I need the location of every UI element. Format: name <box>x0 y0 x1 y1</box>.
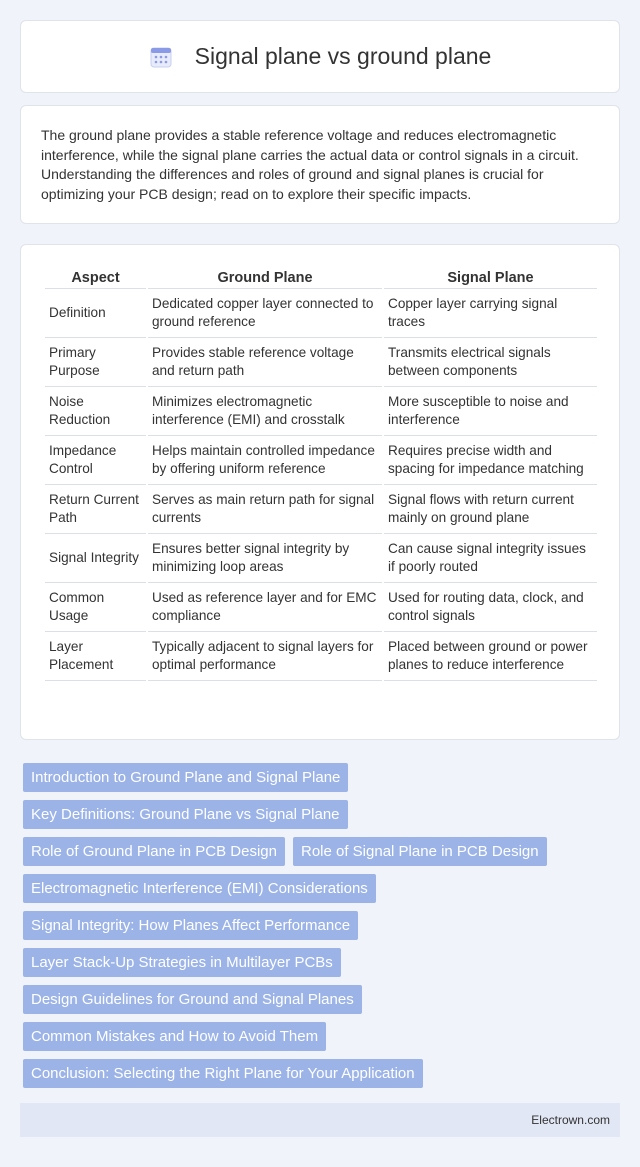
cell-aspect: Primary Purpose <box>45 338 146 387</box>
table-row <box>45 534 597 583</box>
header-ground-plane: Ground Plane <box>148 267 382 289</box>
topic-link-introduction[interactable]: Introduction to Ground Plane and Signal Plane <box>23 763 348 792</box>
cell-aspect: Impedance Control <box>45 436 146 485</box>
footer <box>20 1103 620 1137</box>
title-card <box>20 20 620 93</box>
cell-signal-plane: Signal flows with return current mainly on ground plane <box>384 485 597 534</box>
table-row <box>45 387 597 436</box>
topic-links <box>23 763 620 1096</box>
topic-link-signal-integrity[interactable]: Signal Integrity: How Planes Affect Performance <box>23 911 358 940</box>
cell-signal-plane: More susceptible to noise and interference <box>384 387 597 436</box>
page-title: Signal plane vs ground plane <box>194 43 492 69</box>
header-signal-plane: Signal Plane <box>384 267 597 289</box>
calendar-icon <box>149 45 173 69</box>
topic-link-ground-plane-role[interactable]: Role of Ground Plane in PCB Design <box>23 837 285 866</box>
cell-aspect: Signal Integrity <box>45 534 146 583</box>
cell-signal-plane: Can cause signal integrity issues if poorly routed <box>384 534 597 583</box>
table-header-row <box>45 267 597 289</box>
cell-aspect: Return Current Path <box>45 485 146 534</box>
topic-link-design-guidelines[interactable]: Design Guidelines for Ground and Signal Planes <box>23 985 362 1014</box>
intro-text: The ground plane provides a stable reference voltage and reduces electromagnetic interference, while the signal plane carries the actual data or control signals in a circuit. Understanding the differences and roles of ground and signal planes is crucial for optimizing your PCB design; read on to explore their specific impacts. <box>41 127 579 202</box>
header-aspect: Aspect <box>45 267 146 289</box>
intro-card <box>20 105 620 224</box>
cell-aspect: Layer Placement <box>45 632 146 681</box>
cell-ground-plane: Typically adjacent to signal layers for optimal performance <box>148 632 382 681</box>
cell-ground-plane: Ensures better signal integrity by minimizing loop areas <box>148 534 382 583</box>
cell-signal-plane: Placed between ground or power planes to reduce interference <box>384 632 597 681</box>
topic-link-conclusion[interactable]: Conclusion: Selecting the Right Plane for Your Application <box>23 1059 423 1088</box>
cell-ground-plane: Provides stable reference voltage and return path <box>148 338 382 387</box>
table-row <box>45 289 597 338</box>
table-row <box>45 632 597 681</box>
cell-aspect: Definition <box>45 289 146 338</box>
cell-signal-plane: Requires precise width and spacing for impedance matching <box>384 436 597 485</box>
comparison-table <box>43 267 599 681</box>
table-row <box>45 485 597 534</box>
table-row <box>45 338 597 387</box>
topic-link-common-mistakes[interactable]: Common Mistakes and How to Avoid Them <box>23 1022 326 1051</box>
topic-link-signal-plane-role[interactable]: Role of Signal Plane in PCB Design <box>293 837 547 866</box>
cell-ground-plane: Minimizes electromagnetic interference (EMI) and crosstalk <box>148 387 382 436</box>
table-row <box>45 436 597 485</box>
topic-link-stack-up[interactable]: Layer Stack-Up Strategies in Multilayer PCBs <box>23 948 341 977</box>
cell-signal-plane: Copper layer carrying signal traces <box>384 289 597 338</box>
table-row <box>45 583 597 632</box>
cell-ground-plane: Helps maintain controlled impedance by offering uniform reference <box>148 436 382 485</box>
footer-site-name: Electrown.com <box>531 1113 610 1127</box>
cell-aspect: Noise Reduction <box>45 387 146 436</box>
cell-ground-plane: Used as reference layer and for EMC compliance <box>148 583 382 632</box>
comparison-table-card <box>20 244 620 740</box>
topic-link-emi[interactable]: Electromagnetic Interference (EMI) Considerations <box>23 874 376 903</box>
cell-aspect: Common Usage <box>45 583 146 632</box>
cell-ground-plane: Dedicated copper layer connected to ground reference <box>148 289 382 338</box>
cell-signal-plane: Used for routing data, clock, and control signals <box>384 583 597 632</box>
topic-link-key-definitions[interactable]: Key Definitions: Ground Plane vs Signal Plane <box>23 800 348 829</box>
cell-signal-plane: Transmits electrical signals between components <box>384 338 597 387</box>
cell-ground-plane: Serves as main return path for signal currents <box>148 485 382 534</box>
